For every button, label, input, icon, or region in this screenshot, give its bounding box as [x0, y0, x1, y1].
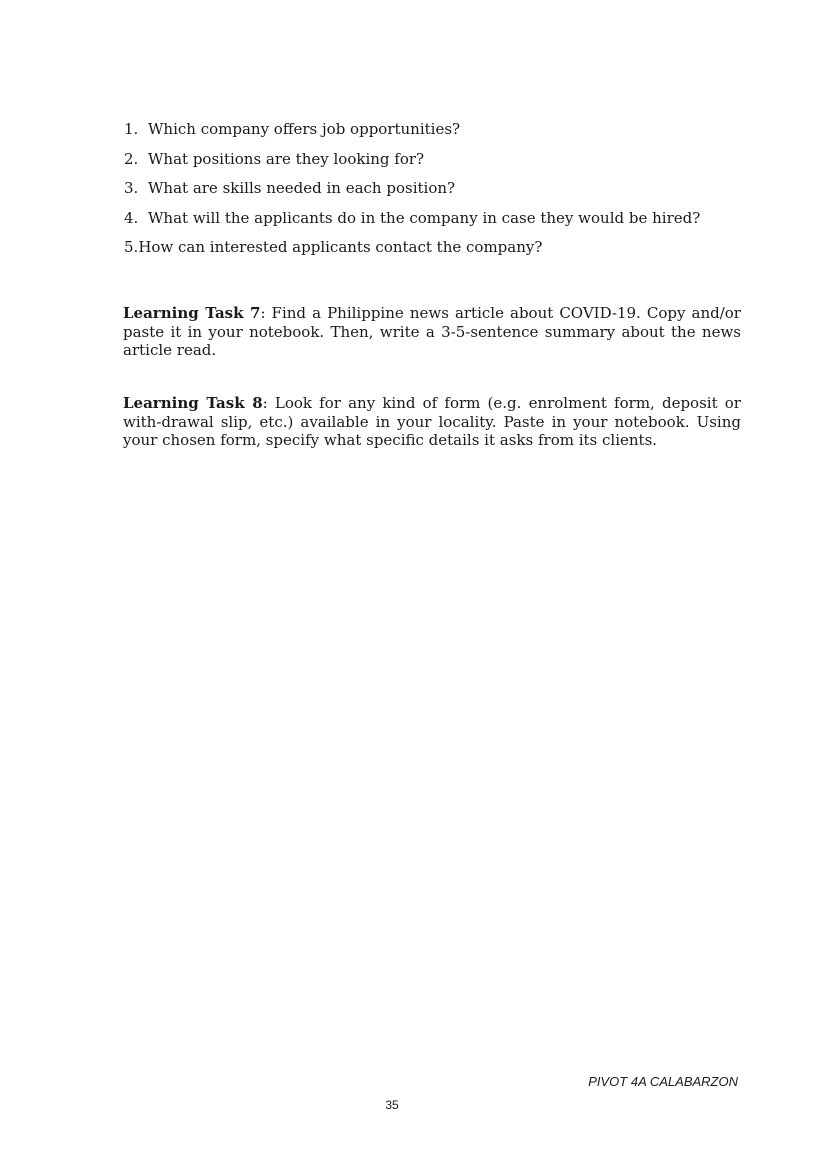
- footer-brand: PIVOT 4A CALABARZON: [588, 1074, 738, 1089]
- question-number: 1.: [124, 120, 139, 138]
- learning-task-8: [123, 394, 741, 450]
- question-item-3: [124, 177, 744, 207]
- learning-task-8-label: Learning Task 8: [123, 394, 263, 412]
- question-text: What positions are they looking for?: [148, 149, 425, 168]
- question-text: Which company offers job opportunities?: [148, 120, 461, 138]
- learning-task-7-label: Learning Task 7: [123, 304, 261, 322]
- question-number: 2.: [124, 149, 139, 168]
- question-item-2: [124, 148, 744, 178]
- question-list: [124, 118, 744, 266]
- learning-task-8-text: : Look for any kind of form (e.g. enrolment form, deposit or with-drawal slip, etc.) available in your locality. Paste in your notebook. Using your chosen form, specify what specific details it asks from its clients.: [123, 394, 741, 449]
- question-text: What will the applicants do in the company in case they would be hired?: [148, 208, 701, 227]
- question-text: What are skills needed in each position?: [148, 179, 456, 197]
- question-number: 4.: [124, 208, 139, 227]
- question-number: 5.: [124, 238, 139, 256]
- learning-task-7-text: : Find a Philippine news article about COVID-19. Copy and/or paste it in your notebook. Then, write a 3-5-sentence summary about the news article read.: [123, 304, 741, 359]
- question-item-4: [124, 207, 744, 237]
- question-number: 3.: [124, 179, 139, 197]
- question-item-5: [124, 236, 744, 266]
- page-number: 35: [385, 1098, 399, 1112]
- question-item-1: [124, 118, 744, 148]
- learning-task-7: [123, 304, 741, 360]
- question-text: How can interested applicants contact the company?: [138, 238, 543, 256]
